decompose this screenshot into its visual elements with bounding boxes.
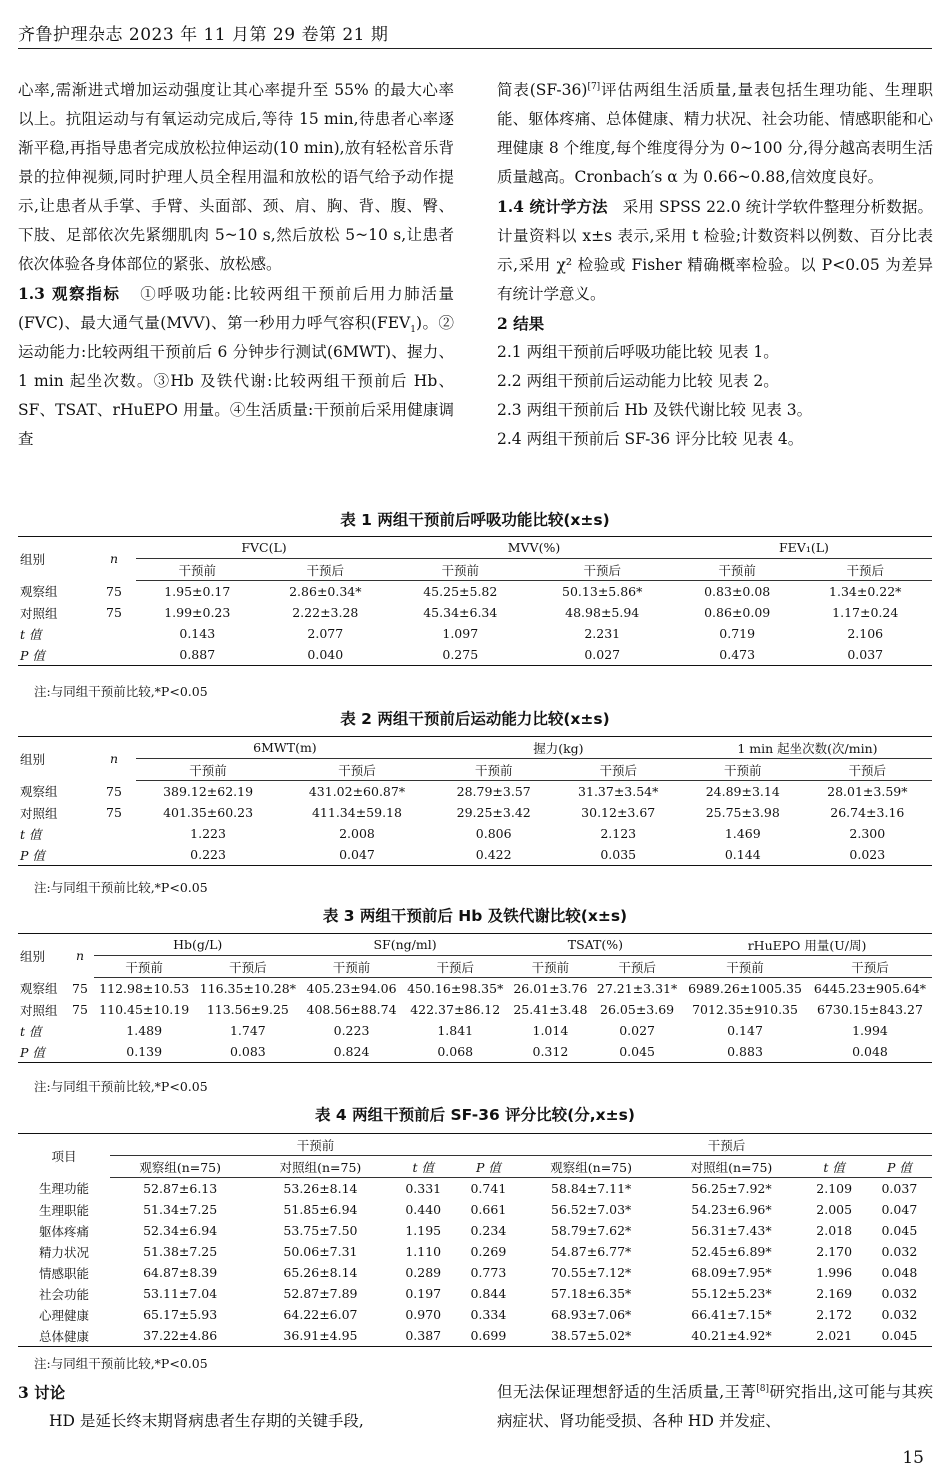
table3-note: 注:与同组干预前比较,*P<0.05 xyxy=(34,1079,208,1094)
table-cell: 58.79±7.62* xyxy=(550,1223,632,1238)
table-cell: 0.83±0.08 xyxy=(704,584,771,599)
table-cell: 411.34±59.18 xyxy=(311,805,402,820)
table-cell: 0.068 xyxy=(402,1041,509,1063)
table1-group-fev1: FEV₁(L) xyxy=(676,537,932,559)
table-row xyxy=(18,1262,932,1283)
table-cell: 113.56±9.25 xyxy=(206,1002,289,1017)
table-cell: 431.02±60.87* xyxy=(308,784,406,799)
table-cell: 52.34±6.94 xyxy=(143,1223,218,1238)
table-cell: 生理职能 xyxy=(38,1202,89,1218)
table-cell: 0.047 xyxy=(881,1202,918,1217)
table-cell: 53.11±7.04 xyxy=(143,1286,218,1301)
table-cell: 1.17±0.24 xyxy=(832,605,899,620)
table-cell: 55.12±5.23* xyxy=(691,1286,772,1301)
table-cell: 51.38±7.25 xyxy=(143,1244,218,1259)
table1-group-fvc: FVC(L) xyxy=(136,537,392,559)
table2-group-6mwt: 6MWT(m) xyxy=(136,737,434,759)
table1-group-mvv: MVV(%) xyxy=(392,537,676,559)
table-row xyxy=(18,602,932,623)
table3-post: 干预后 xyxy=(194,956,301,978)
table-cell: 56.52±7.03* xyxy=(550,1202,632,1217)
table-cell: 0.312 xyxy=(509,1041,592,1063)
page-number: 15 xyxy=(902,1448,924,1468)
table-cell: 2.300 xyxy=(849,826,886,841)
table-cell: 57.18±6.35* xyxy=(550,1286,632,1301)
right-column xyxy=(497,76,933,454)
table-cell: 2.018 xyxy=(816,1223,853,1238)
table-cell: 0.844 xyxy=(470,1286,507,1301)
table-cell: 401.35±60.23 xyxy=(163,805,254,820)
table-cell: 24.89±3.14 xyxy=(705,784,780,799)
table-cell: 36.91±4.95 xyxy=(250,1325,390,1347)
result-2-4: 2.4 两组干预前后 SF-36 评分比较 见表 4。 xyxy=(497,430,804,448)
table-row xyxy=(18,1020,932,1041)
table1-col-group: 组别 xyxy=(18,537,92,581)
table1-post: 干预后 xyxy=(529,559,676,581)
table-row xyxy=(18,581,932,603)
result-2-2: 2.2 两组干预前后运动能力比较 见表 2。 xyxy=(497,372,779,390)
table-cell: 45.34±6.34 xyxy=(423,605,498,620)
table-cell: t 值 xyxy=(20,826,42,842)
table-cell: 54.87±6.77* xyxy=(550,1244,632,1259)
table-cell: 6989.26±1005.35 xyxy=(688,981,802,996)
table-cell: 45.25±5.82 xyxy=(423,584,498,599)
table4-subcol-t: t 值 xyxy=(802,1156,867,1178)
table-row xyxy=(18,844,932,866)
table-cell: 28.79±3.57 xyxy=(456,784,531,799)
table-cell: 25.75±3.98 xyxy=(705,805,780,820)
table1-pre: 干预前 xyxy=(136,559,259,581)
table-cell: 1.195 xyxy=(405,1223,442,1238)
table-cell: 65.26±8.14 xyxy=(283,1265,358,1280)
table-cell: 0.699 xyxy=(456,1325,521,1347)
table-cell: t 值 xyxy=(20,626,42,642)
table-row xyxy=(18,999,932,1020)
section-2-heading: 2 结果 xyxy=(497,314,545,333)
table-cell: 0.032 xyxy=(881,1307,918,1322)
table-cell: 50.06±7.31 xyxy=(283,1244,358,1259)
table-cell: 25.41±3.48 xyxy=(513,1002,588,1017)
table-cell: 2.077 xyxy=(307,626,344,641)
table-cell: 116.35±10.28* xyxy=(199,981,296,996)
table-cell: 0.045 xyxy=(881,1223,918,1238)
table-cell: 0.047 xyxy=(280,844,434,866)
paragraph-observation-indicators xyxy=(18,279,454,454)
discussion-left xyxy=(18,1378,454,1436)
table3-post: 干预后 xyxy=(592,956,682,978)
table-cell: 对照组 xyxy=(20,1002,58,1018)
table-cell: 0.387 xyxy=(391,1325,456,1347)
table-cell: 0.883 xyxy=(682,1041,808,1063)
table-cell: 64.87±8.39 xyxy=(143,1265,218,1280)
table-cell: 1.223 xyxy=(190,826,226,841)
table-cell: 0.048 xyxy=(881,1265,918,1280)
table-cell: 70.55±7.12* xyxy=(550,1265,632,1280)
table-cell: 对照组 xyxy=(20,805,58,821)
table-cell: 观察组 xyxy=(20,784,58,800)
table-cell: 观察组 xyxy=(20,584,58,600)
table2-pre: 干预前 xyxy=(683,759,803,781)
table-cell: 6445.23±905.64* xyxy=(813,981,927,996)
table-cell: 2.106 xyxy=(847,626,884,641)
table-cell: 总体健康 xyxy=(18,1325,110,1347)
section-3-heading: 3 讨论 xyxy=(18,1383,66,1402)
table-cell: 心理健康 xyxy=(38,1307,89,1323)
table-cell: 58.84±7.11* xyxy=(550,1181,632,1196)
table3 xyxy=(18,933,932,1063)
table-cell: 1.110 xyxy=(405,1244,442,1259)
table-cell: 0.045 xyxy=(592,1041,682,1063)
paragraph-exercise: 心率,需渐进式增加运动强度让其心率提升至 55% 的最大心率以上。抗阻运动与有氧运动完成后,等待 15 min,待患者心率逐渐平稳,再指导患者完成放松拉伸运动(10 min),放有轻松音乐背景的拉伸视频,同时护理人员全程用温和放松的语气给予动作提示,让患者从手掌、手臂、头面部、颈、肩、胸、背、腹、臀、下肢、足部依次先紧绷肌肉 5~10 s,然后放松 5~10 s,让患者依次体验各身体部位的紧张、放松感。 xyxy=(18,81,454,273)
table-cell: 110.45±10.19 xyxy=(99,1002,190,1017)
table4-subcol-p: P 值 xyxy=(456,1156,521,1178)
table-row xyxy=(18,1041,932,1063)
table-cell: 2.008 xyxy=(339,826,375,841)
table-cell: 75 xyxy=(106,783,122,799)
table-cell: 0.275 xyxy=(392,644,528,666)
table-cell: 56.25±7.92* xyxy=(691,1181,772,1196)
table-cell: 对照组 xyxy=(20,605,58,621)
citation-8: [8] xyxy=(756,1383,769,1394)
table-cell: 28.01±3.59* xyxy=(827,784,908,799)
table-cell: 2.231 xyxy=(584,626,621,641)
table-cell: 社会功能 xyxy=(38,1286,89,1302)
table-cell: 75 xyxy=(106,805,122,820)
table-cell: 51.34±7.25 xyxy=(143,1202,218,1217)
discussion-text-right-a: 但无法保证理想舒适的生活质量,王菁 xyxy=(497,1383,757,1401)
table-cell: 75 xyxy=(72,980,88,996)
table-cell: 53.75±7.50 xyxy=(283,1223,358,1238)
table-cell: 2.86±0.34* xyxy=(289,584,362,599)
table-cell: 0.440 xyxy=(405,1202,442,1217)
table2-group-sit-stand: 1 min 起坐次数(次/min) xyxy=(683,737,932,759)
table-row xyxy=(18,1178,932,1200)
table4-col-item: 项目 xyxy=(18,1134,110,1178)
table-cell: 0.045 xyxy=(867,1325,932,1347)
table4-group-post: 干预后 xyxy=(521,1134,932,1156)
table-cell xyxy=(92,844,136,866)
table2-note: 注:与同组干预前比较,*P<0.05 xyxy=(34,880,208,895)
table-cell: 0.223 xyxy=(136,844,280,866)
table-cell: 0.824 xyxy=(301,1041,401,1063)
table4-title: 表 4 两组干预前后 SF-36 评分比较(分,x±s) xyxy=(315,1106,635,1124)
table-cell: 48.98±5.94 xyxy=(565,605,640,620)
table4-subcol-p: P 值 xyxy=(867,1156,932,1178)
citation-7: [7] xyxy=(587,81,601,92)
table-cell: 0.773 xyxy=(470,1265,507,1280)
table2-post: 干预后 xyxy=(280,759,434,781)
table-cell: 68.93±7.06* xyxy=(550,1307,632,1322)
table-cell: 0.032 xyxy=(881,1244,918,1259)
table-cell: 0.197 xyxy=(405,1286,442,1301)
table-cell: 66.41±7.15* xyxy=(691,1307,772,1322)
section-1-4-heading: 1.4 统计学方法 xyxy=(497,197,608,216)
table-cell: 26.05±3.69 xyxy=(600,1002,675,1017)
table-cell: 75 xyxy=(106,583,122,599)
table3-col-n: n xyxy=(66,934,94,978)
table-cell: 0.334 xyxy=(470,1307,507,1322)
table-cell: 75 xyxy=(72,1002,88,1017)
table4-group-pre: 干预前 xyxy=(110,1134,521,1156)
table-cell: P 值 xyxy=(18,644,92,666)
table-cell: 0.269 xyxy=(470,1244,507,1259)
table-cell: 1.841 xyxy=(437,1023,474,1038)
table-cell: 0.023 xyxy=(803,844,932,866)
table2-group-grip: 握力(kg) xyxy=(434,737,683,759)
table-row xyxy=(18,781,932,803)
table-cell: 389.12±62.19 xyxy=(163,784,254,799)
table-cell: 50.13±5.86* xyxy=(562,584,643,599)
table-cell: 2.021 xyxy=(802,1325,867,1347)
table4 xyxy=(18,1133,932,1347)
table-cell: 1.469 xyxy=(724,826,761,841)
table-cell: 0.037 xyxy=(798,644,932,666)
table-cell: 6730.15±843.27 xyxy=(817,1002,923,1017)
table-cell: 405.23±94.06 xyxy=(306,981,397,996)
table-cell: 65.17±5.93 xyxy=(143,1307,218,1322)
table-cell: 52.45±6.89* xyxy=(691,1244,772,1259)
table-cell: 0.143 xyxy=(179,626,216,641)
table-cell: 56.31±7.43* xyxy=(691,1223,772,1238)
table2-pre: 干预前 xyxy=(136,759,280,781)
header-rule xyxy=(18,48,932,49)
table3-title: 表 3 两组干预前后 Hb 及铁代谢比较(x±s) xyxy=(322,907,628,925)
table-cell: 1.99±0.23 xyxy=(164,605,231,620)
table-cell: 1.097 xyxy=(442,626,479,641)
table-row xyxy=(18,1283,932,1304)
table-cell: 0.331 xyxy=(405,1181,442,1196)
table-cell: 0.234 xyxy=(470,1223,507,1238)
result-2-3: 2.3 两组干预前后 Hb 及铁代谢比较 见表 3。 xyxy=(497,401,813,419)
table3-pre: 干预前 xyxy=(94,956,194,978)
table-cell: 0.86±0.09 xyxy=(704,605,771,620)
discussion-text-left: HD 是延长终末期肾病患者生存期的关键手段, xyxy=(49,1412,364,1430)
table-row xyxy=(18,1304,932,1325)
table3-post: 干预后 xyxy=(402,956,509,978)
table2-col-group: 组别 xyxy=(18,737,92,781)
discussion-text-right-b: 研究指出,这可能与其疾病症状、肾功能受损、各种 HD 并发症、 xyxy=(497,1383,933,1430)
table-row xyxy=(18,978,932,1000)
table-cell: 2.22±3.28 xyxy=(292,605,359,620)
paragraph-sf36 xyxy=(497,76,933,192)
table-cell xyxy=(92,823,136,844)
table4-subcol-control: 对照组(n=75) xyxy=(661,1156,801,1178)
sf36-text-a: 简表(SF-36) xyxy=(497,81,588,99)
table-cell: 422.37±86.12 xyxy=(410,1002,501,1017)
table-cell: 0.719 xyxy=(719,626,756,641)
table-row xyxy=(18,623,932,644)
table-cell: 2.172 xyxy=(816,1307,853,1322)
table-cell: 躯体疼痛 xyxy=(38,1223,89,1239)
table-cell: 0.083 xyxy=(194,1041,301,1063)
table3-group-hb: Hb(g/L) xyxy=(94,934,301,956)
table-row xyxy=(18,823,932,844)
table2 xyxy=(18,736,932,866)
table-cell: 31.37±3.54* xyxy=(578,784,659,799)
table-cell: 0.035 xyxy=(554,844,683,866)
table-row xyxy=(18,1325,932,1347)
table-cell: 75 xyxy=(106,605,122,620)
table1-post: 干预后 xyxy=(798,559,932,581)
table-cell: 2.123 xyxy=(600,826,637,841)
table-cell: 27.21±3.31* xyxy=(596,981,678,996)
table2-post: 干预后 xyxy=(803,759,932,781)
table-cell: 40.21±4.92* xyxy=(661,1325,801,1347)
table3-group-rhuepo: rHuEPO 用量(U/周) xyxy=(682,934,932,956)
table-cell: 0.139 xyxy=(94,1041,194,1063)
table1-note: 注:与同组干预前比较,*P<0.05 xyxy=(34,684,208,699)
table-cell: 1.34±0.22* xyxy=(829,584,902,599)
table-cell: 生理功能 xyxy=(38,1181,89,1197)
table-cell: 0.144 xyxy=(683,844,803,866)
table1 xyxy=(18,536,932,666)
table1-col-n: n xyxy=(92,537,136,581)
table-cell: P 值 xyxy=(18,844,92,866)
table-cell: 7012.35±910.35 xyxy=(692,1002,798,1017)
table-cell: P 值 xyxy=(18,1041,66,1063)
table-cell: 112.98±10.53 xyxy=(99,981,190,996)
table-row xyxy=(18,802,932,823)
sf36-text-b: 评估两组生活质量,量表包括生理功能、生理职能、躯体疼痛、总体健康、精力状况、社会功能、情感职能和心理健康 8 个维度,每个维度得分为 0~100 分,得分越高表明生活质量越高。Cronbach′s α 为 0.66~0.88,信效度良好。 xyxy=(497,81,933,186)
table-cell: 68.09±7.95* xyxy=(691,1265,772,1280)
table-row xyxy=(18,1220,932,1241)
table-cell: 0.970 xyxy=(405,1307,442,1322)
observation-text-b: )。②运动能力:比较两组干预前后 6 分钟步行测试(6MWT)、握力、1 min 起坐次数。③Hb 及铁代谢:比较两组干预前后 Hb、SF、TSAT、rHuEPO 用量。④生活质量:干预前后采用健康调查 xyxy=(18,314,454,448)
table-cell xyxy=(92,623,136,644)
table-cell: t 值 xyxy=(20,1023,42,1039)
table-cell: 38.57±5.02* xyxy=(521,1325,661,1347)
table-cell: 1.95±0.17 xyxy=(164,584,231,599)
table4-subcol-observation: 观察组(n=75) xyxy=(110,1156,250,1178)
table3-pre: 干预前 xyxy=(301,956,401,978)
paragraph-statistics xyxy=(497,192,933,309)
table-cell: 26.74±3.16 xyxy=(830,805,905,820)
table-cell: 37.22±4.86 xyxy=(110,1325,250,1347)
table1-pre: 干预前 xyxy=(676,559,799,581)
table-cell: 0.040 xyxy=(259,644,392,666)
table-cell: 精力状况 xyxy=(38,1244,89,1260)
table-cell: 0.147 xyxy=(727,1023,763,1038)
statistics-text: 采用 SPSS 22.0 统计学软件整理分析数据。计量资料以 x±s 表示,采用 t 检验;计数资料以例数、百分比表示,采用 χ² 检验或 Fisher 精确概率检验。以 P<0.05 为差异有统计学意义。 xyxy=(497,198,933,303)
table-cell: 53.26±8.14 xyxy=(283,1181,358,1196)
result-2-1: 2.1 两组干预前后呼吸功能比较 见表 1。 xyxy=(497,343,779,361)
table-cell: 2.169 xyxy=(816,1286,853,1301)
table-cell: 1.489 xyxy=(126,1023,163,1038)
table-cell: 0.661 xyxy=(470,1202,507,1217)
table4-subcol-t: t 值 xyxy=(391,1156,456,1178)
table-cell: 64.22±6.07 xyxy=(283,1307,358,1322)
table-cell: 0.027 xyxy=(529,644,676,666)
table-cell: 0.741 xyxy=(470,1181,507,1196)
table-cell: 1.994 xyxy=(852,1023,888,1038)
table-cell: 情感职能 xyxy=(38,1265,89,1281)
table-row xyxy=(18,1199,932,1220)
table-cell: 29.25±3.42 xyxy=(456,805,531,820)
table3-pre: 干预前 xyxy=(509,956,592,978)
table4-subcol-control: 对照组(n=75) xyxy=(250,1156,390,1178)
table4-subcol-observation: 观察组(n=75) xyxy=(521,1156,661,1178)
table-row xyxy=(18,644,932,666)
table-cell: 1.747 xyxy=(229,1023,266,1038)
table3-group-tsat: TSAT(%) xyxy=(509,934,682,956)
table-cell: 观察组 xyxy=(20,981,58,997)
table-cell: 2.170 xyxy=(816,1244,853,1259)
table-cell: 52.87±6.13 xyxy=(143,1181,218,1196)
table1-title: 表 1 两组干预前后呼吸功能比较(x±s) xyxy=(340,511,610,529)
table-cell: 1.014 xyxy=(532,1023,569,1038)
table-cell: 0.223 xyxy=(333,1023,370,1038)
table-cell: 2.005 xyxy=(816,1202,853,1217)
table2-post: 干预后 xyxy=(554,759,683,781)
table3-post: 干预后 xyxy=(808,956,932,978)
table-cell: 30.12±3.67 xyxy=(581,805,656,820)
table3-group-sf: SF(ng/ml) xyxy=(301,934,508,956)
table-cell: 0.048 xyxy=(808,1041,932,1063)
left-column xyxy=(18,76,454,454)
table-cell: 54.23±6.96* xyxy=(691,1202,772,1217)
table1-pre: 干预前 xyxy=(392,559,528,581)
table-cell: 0.027 xyxy=(619,1023,655,1038)
table2-pre: 干预前 xyxy=(434,759,554,781)
table-cell xyxy=(66,1041,94,1063)
table3-pre: 干预前 xyxy=(682,956,808,978)
table-cell: 52.87±7.89 xyxy=(283,1286,358,1301)
table4-note: 注:与同组干预前比较,*P<0.05 xyxy=(34,1356,208,1371)
table-cell: 0.473 xyxy=(676,644,799,666)
fev-subscript: 1 xyxy=(410,325,416,336)
table2-title: 表 2 两组干预前后运动能力比较(x±s) xyxy=(340,710,610,728)
discussion-right xyxy=(497,1378,933,1436)
table2-col-n: n xyxy=(92,737,136,781)
table3-col-group: 组别 xyxy=(18,934,66,978)
section-1-3-heading: 1.3 观察指标 xyxy=(18,284,121,303)
table-cell xyxy=(92,644,136,666)
table-cell: 51.85±6.94 xyxy=(283,1202,358,1217)
table-cell: 2.109 xyxy=(816,1181,853,1196)
table-cell: 1.996 xyxy=(816,1265,853,1280)
table-cell: 0.887 xyxy=(136,644,259,666)
table-cell: 0.806 xyxy=(475,826,512,841)
observation-text-a: ①呼吸功能:比较两组干预前后用力肺活量(FVC)、最大通气量(MVV)、第一秒用力呼气容积(FEV xyxy=(18,285,454,332)
table-cell: 0.037 xyxy=(881,1181,918,1196)
running-head: 齐鲁护理杂志 2023 年 11 月第 29 卷第 21 期 xyxy=(18,25,389,45)
table-cell xyxy=(66,1020,94,1041)
table-cell: 450.16±98.35* xyxy=(407,981,504,996)
table1-post: 干预后 xyxy=(259,559,392,581)
table-cell: 408.56±88.74 xyxy=(306,1002,397,1017)
table-cell: 26.01±3.76 xyxy=(513,981,588,996)
table-cell: 0.422 xyxy=(434,844,554,866)
table-cell: 0.289 xyxy=(405,1265,442,1280)
table-cell: 0.032 xyxy=(881,1286,918,1301)
table-row xyxy=(18,1241,932,1262)
